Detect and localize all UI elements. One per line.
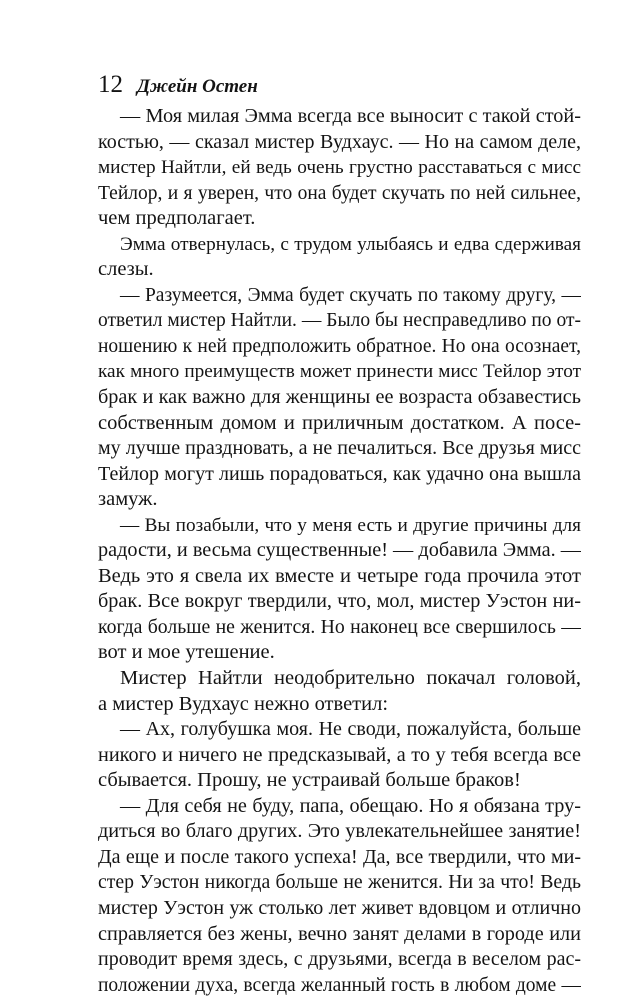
text-line: мистер Найтли, ей ведь очень грустно расставаться с мисс [98, 157, 581, 179]
text-line: Ведь это я свела их вместе и четыре года прочила этот [98, 564, 581, 587]
text-line: ношению к ней предположить обратное. Но она осознает, [98, 335, 581, 357]
text-line: му лучше праздновать, а не печалиться. Все друзья мисс [98, 437, 581, 460]
text-line: Тейлор, и я уверен, что она будет скучать по ней сильнее, [98, 182, 581, 204]
text-line: положении духа, всегда желанный гость в любом доме — [98, 974, 581, 996]
text-line: никого и ничего не предсказывай, а то у тебя всегда все [98, 743, 581, 766]
text-line: собственным домом и приличным достатком. А посе- [98, 411, 581, 434]
text-line: — Для себя не буду, папа, обещаю. Но я обязана тру- [120, 794, 581, 817]
text-line: — Вы позабыли, что у меня есть и другие причины для [120, 514, 581, 536]
text-line: как много преимуществ может принести мисс Тейлор этот [98, 361, 581, 383]
text-line: проводит время здесь, с друзьями, всегда в веселом рас- [98, 948, 581, 971]
text-line: замуж. [98, 488, 158, 511]
text-line: слезы. [98, 258, 154, 281]
text-line: радости, и весьма существенные! — добавила Эмма. — [98, 539, 581, 562]
body-text [98, 104, 581, 998]
running-title: Джейн Остен [137, 76, 258, 97]
running-head [98, 70, 258, 102]
text-line: — Ах, голубушка моя. Не своди, пожалуйста, больше [120, 718, 581, 741]
text-line: стер Уэстон никогда больше не женится. Ни за что! Ведь [98, 871, 581, 894]
text-line: справляется без жены, вечно занят делами в городе или [98, 922, 581, 945]
text-line: вот и мое утешение. [98, 641, 275, 664]
text-line: костью, — сказал мистер Вудхаус. — Но на самом деле, [98, 130, 581, 153]
text-line: Тейлор могут лишь порадоваться, как удачно она вышла [98, 462, 581, 485]
text-line: — Моя милая Эмма всегда все выносит с такой стой- [120, 105, 581, 127]
text-line: ответил мистер Найтли. — Было бы несправедливо по от- [98, 310, 581, 332]
text-line: чем предполагает. [98, 207, 256, 230]
page-number: 12 [98, 71, 123, 98]
text-line: Эмма отвернулась, с трудом улыбаясь и едва сдерживая [120, 233, 581, 255]
text-line: Мистер Найтли неодобрительно покачал головой, [120, 667, 581, 690]
text-line: диться во благо других. Это увлекательнейшее занятие! [98, 820, 581, 843]
text-line: мистер Уэстон уж столько лет живет вдовцом и отлично [98, 896, 581, 919]
text-line: сбывается. Прошу, не устраивай больше браков! [98, 769, 521, 792]
text-line: — Разумеется, Эмма будет скучать по такому другу, — [120, 284, 581, 306]
text-line: Да еще и после такого успеха! Да, все твердили, что ми- [98, 845, 581, 868]
text-line: а мистер Вудхаус нежно ответил: [98, 692, 389, 715]
text-line: когда больше не женится. Но наконец все свершилось — [98, 615, 581, 638]
text-line: брак. Все вокруг твердили, что, мол, мистер Уэстон ни- [98, 590, 581, 613]
text-line: брак и как важно для женщины ее возраста обзавестись [98, 386, 581, 409]
